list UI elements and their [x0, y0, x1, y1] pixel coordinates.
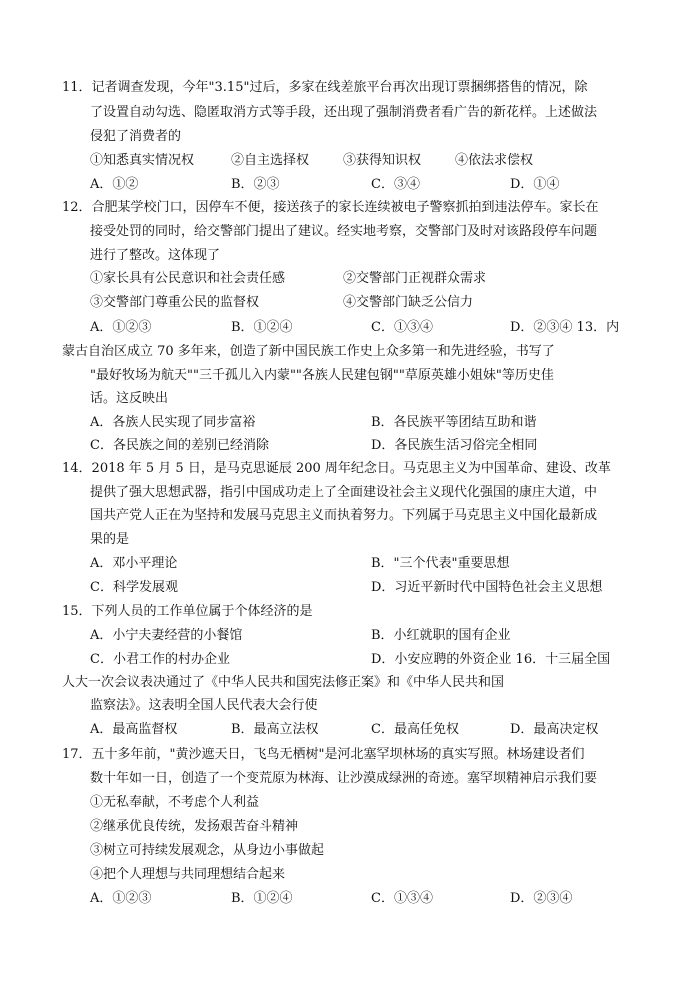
question-17-statement-2: ②继承优良传统，发扬艰苦奋斗精神	[90, 819, 299, 834]
question-11-text-line-2: 了设置自动勾选、隐匿取消方式等手段，还出现了强制消费者看广告的新花样。上述做法	[90, 105, 598, 120]
question-14-text-line-2: 提供了强大思想武器，指引中国成功走上了全面建设社会主义现代化强国的康庄大道，中	[90, 485, 598, 500]
question-11-statement-4: ④依法求偿权	[455, 153, 534, 168]
question-17-statement-4: ④把个人理想与共同理想结合起来	[90, 867, 286, 882]
question-16-option-d: D．最高决定权	[510, 722, 599, 737]
question-14-text-line-4: 果的是	[90, 532, 130, 547]
question-12-statement-4: ④交警部门缺乏公信力	[343, 295, 474, 310]
question-12-text-line-2: 接受处罚的同时，给交警部门提出了建议。经实地考察，交警部门及时对该路段停车问题	[90, 224, 598, 239]
question-11-text-line-1: 11．记者调查发现，今年"3.15"过后，多家在线差旅平台再次出现订票捆绑搭售的情况，除	[62, 80, 588, 95]
question-15-text-line-1: 15．下列人员的工作单位属于个体经济的是	[62, 604, 313, 619]
question-17-text-line-1: 17．五十多年前，"黄沙遮天日，飞鸟无栖树"是河北塞罕坝林场的真实写照。林场建设者们	[62, 747, 585, 762]
question-17-option-d: D．②③④	[510, 891, 573, 906]
question-16-text-line-2: 监察法》。这表明全国人民代表大会行使	[90, 698, 318, 713]
question-15-option-a: A．小宁夫妻经营的小餐馆	[90, 628, 243, 643]
question-11-statement-2: ②自主选择权	[231, 153, 310, 168]
question-12-statement-3: ③交警部门尊重公民的监督权	[90, 295, 260, 310]
question-17-option-c: C．①③④	[371, 891, 433, 906]
question-14-option-a: A．邓小平理论	[90, 556, 178, 571]
question-11-statement-3: ③获得知识权	[343, 153, 422, 168]
question-12-option-b: B．①②④	[231, 320, 293, 335]
question-17-text-line-2: 数十年如一日，创造了一个变荒原为林海、让沙漠成绿洲的奇迹。塞罕坝精神启示我们要	[90, 771, 598, 786]
question-14-option-b: B．"三个代表"重要思想	[371, 556, 510, 571]
question-11-option-a: A．①②	[90, 177, 139, 192]
question-14-text-line-1: 14．2018 年 5 月 5 日，是马克思诞辰 200 周年纪念日。马克思主义为中国革命、建设、改革	[62, 461, 611, 476]
question-13-option-a: A．各族人民实现了同步富裕	[90, 415, 256, 430]
question-13-option-b: B．各民族平等团结互助和谐	[371, 415, 537, 430]
question-15-option-c: C．小君工作的村办企业	[90, 652, 230, 667]
question-13-option-d: D．各民族生活习俗完全相同	[371, 438, 538, 453]
question-16-text-line-1: 人大一次会议表决通过了《中华人民共和国宪法修正案》和《中华人民共和国	[62, 675, 505, 690]
question-13-text-line-3: 话。这反映出	[90, 391, 169, 406]
question-13-option-c: C．各民族之间的差别已经消除	[90, 438, 269, 453]
question-12-text-line-3: 进行了整改。这体现了	[90, 248, 221, 263]
question-15-option-b: B．小红就职的国有企业	[371, 628, 511, 643]
question-17-statement-3: ③树立可持续发展观念，从身边小事做起	[90, 843, 325, 858]
question-17-option-b: B．①②④	[231, 891, 293, 906]
question-11-text-line-3: 侵犯了消费者的	[90, 129, 182, 144]
question-11-option-b: B．②③	[231, 177, 280, 192]
question-12-option-a: A．①②③	[90, 320, 152, 335]
question-11-option-d: D．①④	[510, 177, 560, 192]
question-13-text-line-2: "最好牧场为航天""三千孤儿入内蒙""各族人民建包钢""草原英雄小姐妹"等历史佳	[90, 368, 554, 383]
question-16-option-c: C．最高任免权	[371, 722, 459, 737]
question-13-text-line-1: 蒙古自治区成立 70 多年来，创造了新中国民族工作史上众多第一和先进经验，书写了	[62, 344, 555, 359]
question-14-option-c: C．科学发展观	[90, 580, 178, 595]
question-12-statement-2: ②交警部门正视群众需求	[343, 271, 487, 286]
question-16-option-a: A．最高监督权	[90, 722, 178, 737]
question-12-text-line-1: 12．合肥某学校门口，因停车不便，接送孩子的家长连续被电子警察抓拍到违法停车。家长在	[62, 200, 599, 215]
question-16-option-b: B．最高立法权	[231, 722, 319, 737]
question-12-option-c: C．①③④	[371, 320, 433, 335]
question-12-option-d: D．②③④ 13．内	[510, 320, 620, 335]
question-17-statement-1: ①无私奉献，不考虑个人利益	[90, 795, 260, 810]
question-14-option-d: D．习近平新时代中国特色社会主义思想	[371, 580, 603, 595]
question-15-option-d: D．小安应聘的外资企业 16．十三届全国	[371, 652, 611, 667]
question-11-statement-1: ①知悉真实情况权	[90, 153, 195, 168]
question-12-statement-1: ①家长具有公民意识和社会责任感	[90, 271, 286, 286]
question-14-text-line-3: 国共产党人正在为坚持和发展马克思主义而执着努力。下列属于马克思主义中国化最新成	[90, 508, 598, 523]
question-17-option-a: A．①②③	[90, 891, 152, 906]
question-11-option-c: C．③④	[371, 177, 420, 192]
